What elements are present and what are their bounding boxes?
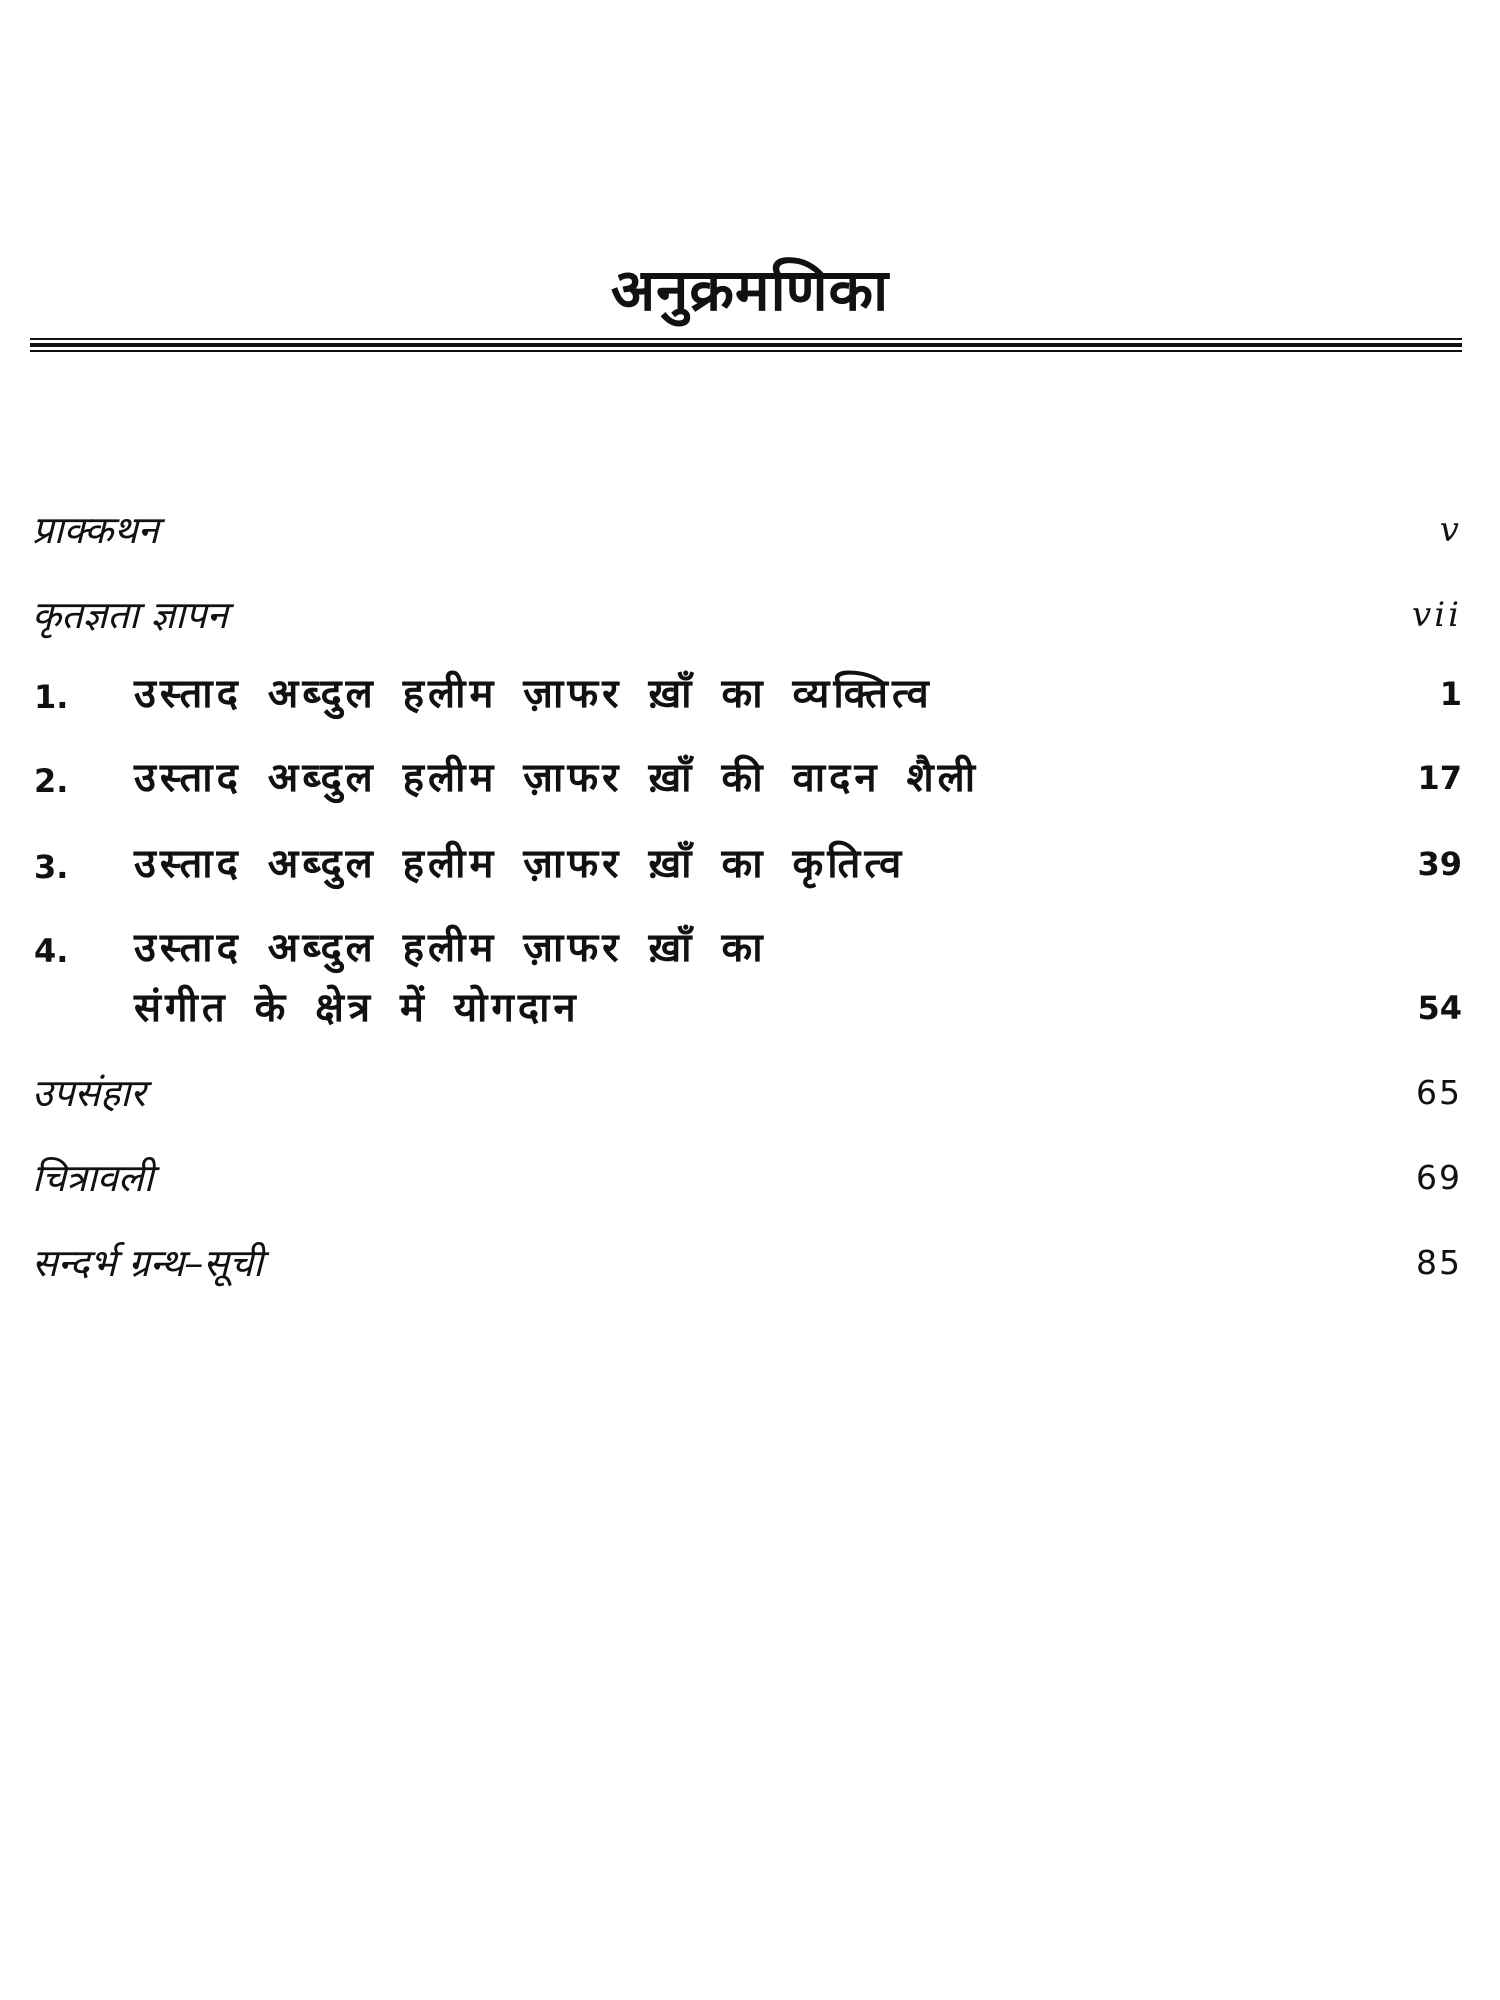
rule-line — [30, 350, 1462, 352]
chapter-title: उस्ताद अब्दुल हलीम ज़ाफर ख़ाँ का कृतित्व — [134, 841, 906, 887]
toc-entry-chapter-4[interactable] — [32, 922, 1462, 1042]
toc-entry-page: 69 — [1416, 1158, 1462, 1197]
rule-line — [30, 343, 1462, 347]
toc-entry-page: 39 — [1417, 845, 1462, 883]
toc-entry-label: प्राक्कथन — [32, 508, 159, 552]
chapter-number: 4. — [34, 932, 69, 970]
toc-entry-page: 17 — [1417, 759, 1462, 797]
toc-entry-page: v — [1439, 510, 1462, 550]
chapter-number: 1. — [34, 678, 69, 716]
toc-entry-page: 65 — [1416, 1073, 1462, 1112]
chapter-title-line-2: संगीत के क्षेत्र में योगदान — [134, 985, 580, 1031]
toc-entry-page: vii — [1412, 595, 1462, 635]
chapter-title: उस्ताद अब्दुल हलीम ज़ाफर ख़ाँ का व्यक्तित्व — [134, 671, 933, 717]
title-underline-rules — [30, 338, 1462, 355]
toc-entry-page: 1 — [1439, 675, 1462, 713]
page-title: अनुक्रमणिका — [610, 256, 890, 324]
chapter-number: 2. — [34, 762, 69, 800]
chapter-title-line-1: उस्ताद अब्दुल हलीम ज़ाफर ख़ाँ का — [134, 925, 767, 971]
toc-entry-label: चित्रावली — [32, 1156, 154, 1200]
toc-entry-label: सन्दर्भ ग्रन्थ–सूची — [32, 1241, 263, 1285]
chapter-title: उस्ताद अब्दुल हलीम ज़ाफर ख़ाँ की वादन शैली — [134, 755, 980, 801]
toc-entry-page: 85 — [1416, 1243, 1462, 1282]
toc-entry-page: 54 — [1417, 989, 1462, 1027]
toc-entry-label: उपसंहार — [32, 1071, 146, 1115]
toc-entry-label: कृतज्ञता ज्ञापन — [32, 593, 228, 637]
chapter-number: 3. — [34, 848, 69, 886]
rule-line — [30, 338, 1462, 340]
